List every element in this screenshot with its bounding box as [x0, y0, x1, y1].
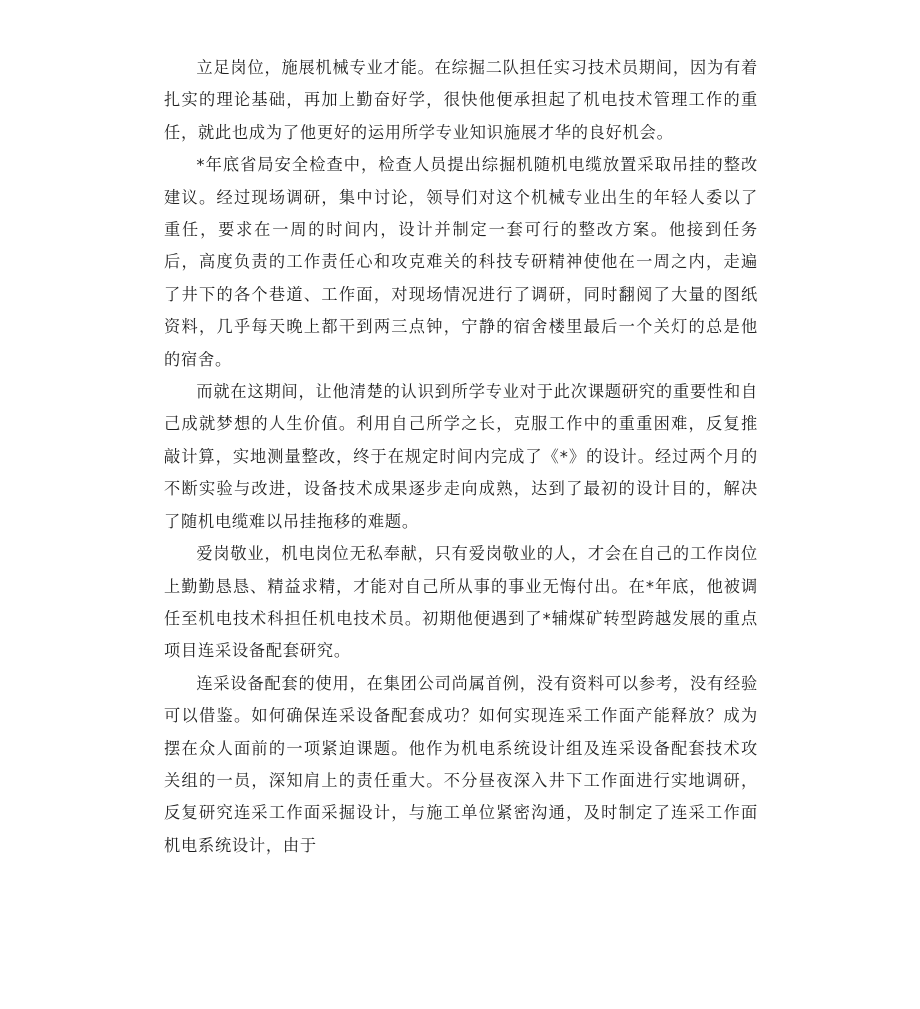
document-body — [164, 52, 758, 862]
paragraph-5: 连采设备配套的使用，在集团公司尚属首例，没有资料可以参考，没有经验可以借鉴。如何确保连采设备配套成功？如何实现连采工作面产能释放？成为摆在众人面前的一项紧迫课题。他作为机电系统设计组及连采设备配套技术攻关组的一员，深知肩上的责任重大。不分昼夜深入井下工作面进行实地调研，反复研究连采工作面采掘设计，与施工单位紧密沟通，及时制定了连采工作面机电系统设计，由于 — [164, 673, 758, 855]
paragraph-1: 立足岗位，施展机械专业才能。在综掘二队担任实习技术员期间，因为有着扎实的理论基础，再加上勤奋好学，很快他便承担起了机电技术管理工作的重任，就此也成为了他更好的运用所学专业知识施展才华的良好机会。 — [164, 58, 758, 142]
paragraph-2: *年底省局安全检查中，检查人员提出综掘机随机电缆放置采取吊挂的整改建议。经过现场调研，集中讨论，领导们对这个机械专业出生的年轻人委以了重任，要求在一周的时间内，设计并制定一套可行的整改方案。他接到任务后，高度负责的工作责任心和攻克难关的科技专研精神使他在一周之内，走遍了井下的各个巷道、工作面，对现场情况进行了调研，同时翻阅了大量的图纸资料，几乎每天晚上都干到两三点钟，宁静的宿舍楼里最后一个关灯的总是他的宿舍。 — [164, 155, 758, 369]
paragraph-3: 而就在这期间，让他清楚的认识到所学专业对于此次课题研究的重要性和自己成就梦想的人生价值。利用自己所学之长，克服工作中的重重困难，反复推敲计算，实地测量整改，终于在规定时间内完成了《*》的设计。经过两个月的不断实验与改进，设备技术成果逐步走向成熟，达到了最初的设计目的，解决了随机电缆难以吊挂拖移的难题。 — [164, 382, 758, 531]
paragraph-4: 爱岗敬业，机电岗位无私奉献，只有爱岗敬业的人，才会在自己的工作岗位上勤勤恳恳、精益求精，才能对自己所从事的事业无悔付出。在*年底，他被调任至机电技术科担任机电技术员。初期他便遇到了*辅煤矿转型跨越发展的重点项目连采设备配套研究。 — [164, 544, 758, 661]
